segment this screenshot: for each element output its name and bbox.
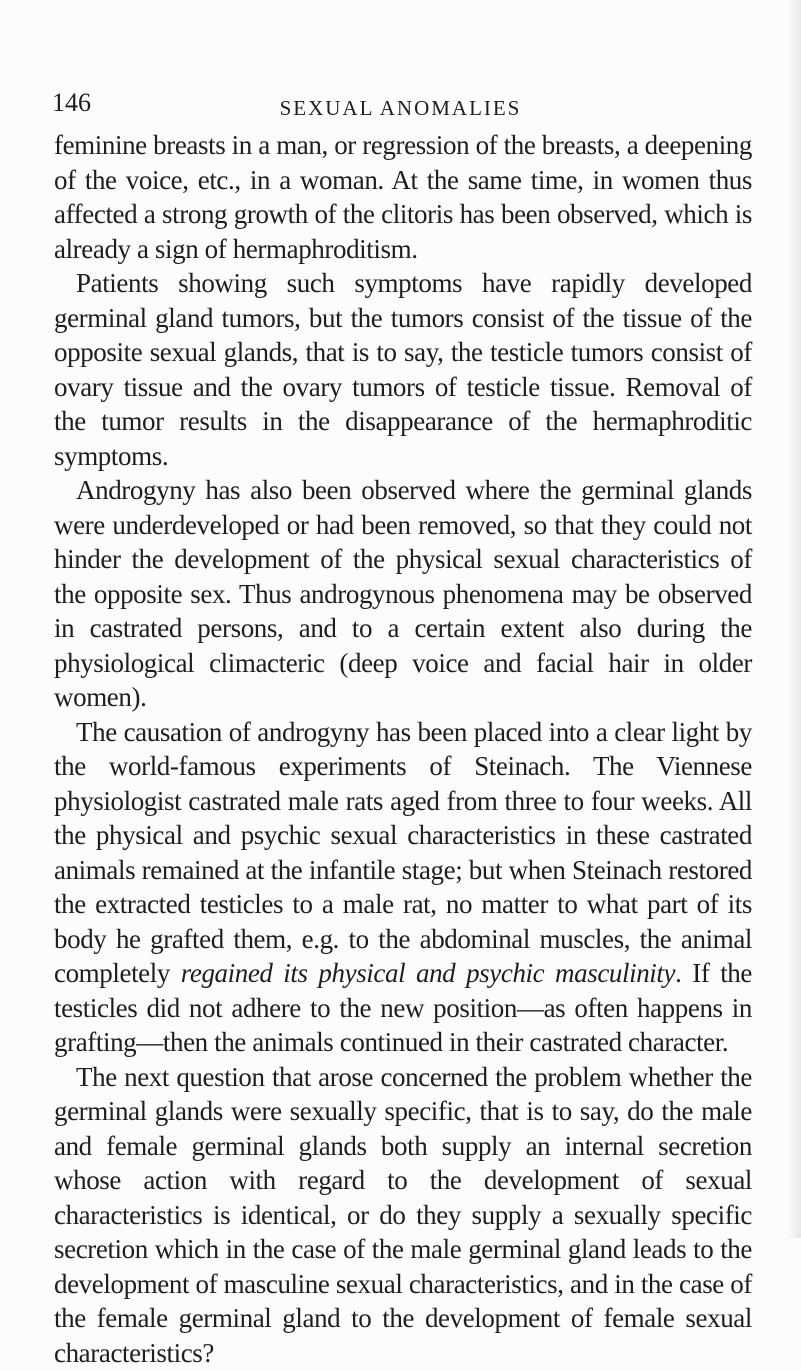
italic-emphasis: regained its physical and psychic masculinity [181, 958, 675, 988]
paragraph: Patients showing such symptoms have rapidly developed germinal gland tumors, but the tumors consist of the tissue of the opposite sexual glands, that is to say, the testicle tumors consist of ovary tissue and the ovary tumors of testicle tissue. Removal of the tumor results in the disappearance of the hermaphroditic symptoms. [54, 266, 752, 473]
page-number: 146 [52, 88, 91, 118]
paragraph: The next question that arose concerned the problem whether the germinal glands were sexually specific, that is to say, do the male and female germinal glands both supply an internal secretion whose action with regard to the development of sexual characteristics is identical, or do they supply a sexually specific secretion which in the case of the male germinal gland leads to the development of masculine sexual characteristics, and in the case of the female germinal gland to the development of female sexual characteristics? [54, 1060, 752, 1370]
paragraph: Androgyny has also been observed where the germinal glands were underdeveloped or had been removed, so that they could not hinder the development of the physical sexual characteristics of the opposite sex. Thus androgynous phenomena may be observed in castrated persons, and to a certain extent also during the physiological climacteric (deep voice and facial hair in older women). [54, 473, 752, 715]
body-text [54, 128, 752, 1370]
paragraph: The causation of androgyny has been placed into a clear light by the world-famous experiments of Steinach. The Viennese physiologist castrated male rats aged from three to four weeks. All the physical and psychic sexual characteristics in these castrated animals remained at the infantile stage; but when Steinach restored the extracted testicles to a male rat, no matter to what part of its body he grafted them, e.g. to the abdominal muscles, the animal completely regained its physical and psychic masculinity. If the testicles did not adhere to the new position—as often happens in grafting—then the animals continued in their castrated character. [54, 715, 752, 1060]
running-head: SEXUAL ANOMALIES [0, 96, 801, 121]
paragraph: feminine breasts in a man, or regression of the breasts, a deepening of the voice, etc., in a woman. At the same time, in women thus affected a strong growth of the clitoris has been observed, which is already a sign of hermaphroditism. [54, 128, 752, 266]
page-edge-shadow [787, 0, 801, 1238]
